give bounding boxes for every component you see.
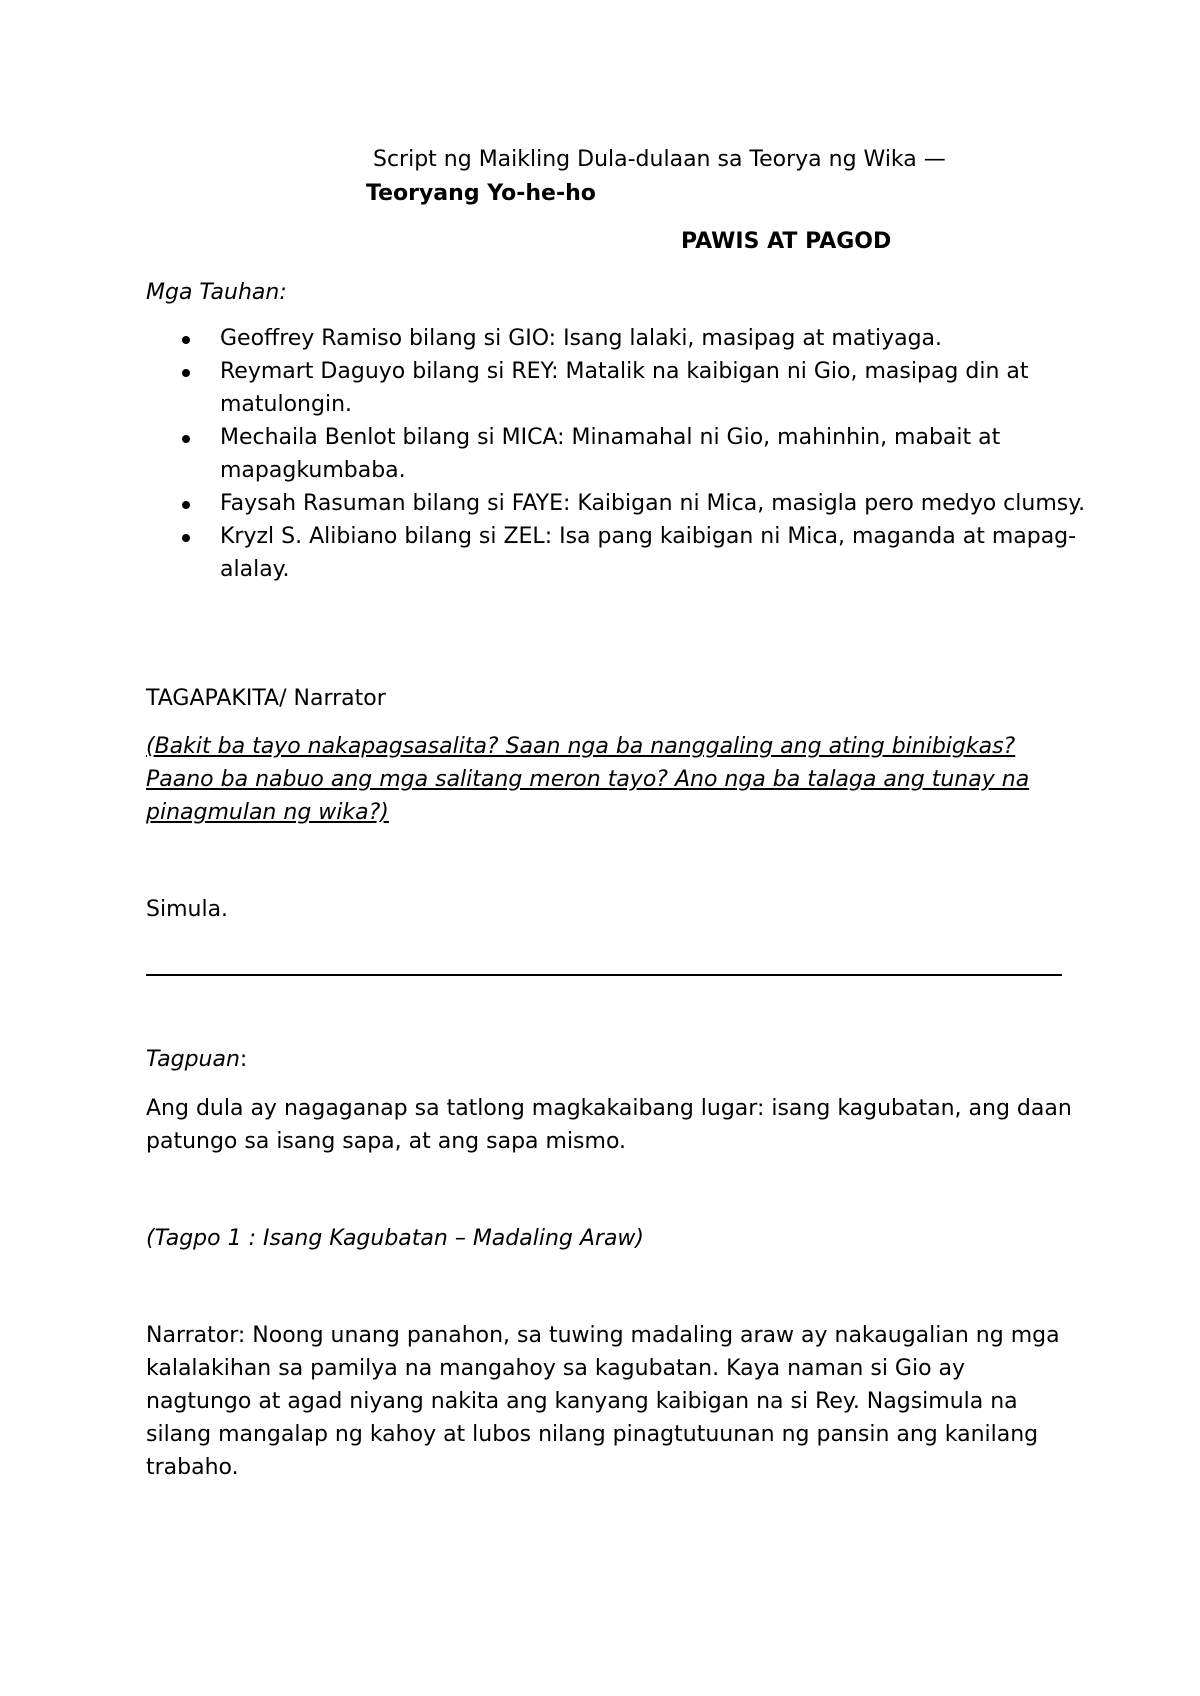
cast-heading: Mga Tauhan:: [146, 280, 287, 305]
script-title: Script ng Maikling Dula-dulaan sa Teorya ng Wika —: [373, 147, 946, 172]
setting-label-colon: :: [239, 1047, 248, 1072]
cast-item-gio: [146, 322, 1086, 355]
scene-1-label: (Tagpo 1 : Isang Kagubatan – Madaling Araw): [146, 1226, 645, 1251]
cast-list: [146, 322, 1086, 586]
theory-subtitle: Teoryang Yo-he-ho: [366, 181, 596, 206]
setting-description: Ang dula ay nagaganap sa tatlong magkakaibang lugar: isang kagubatan, ang daan patungo sa isang sapa, at ang sapa mismo.: [146, 1096, 1072, 1154]
cast-item-text: Reymart Daguyo bilang si REY: Matalik na kaibigan ni Gio, masipag din at matulongin.: [220, 359, 1029, 417]
cast-item-text: Kryzl S. Alibiano bilang si ZEL: Isa pang kaibigan ni Mica, maganda at mapag-alalay.: [220, 524, 1077, 582]
section-divider: [146, 974, 1062, 976]
bullet-icon: [182, 369, 190, 377]
cast-item-text: Faysah Rasuman bilang si FAYE: Kaibigan ni Mica, masigla pero medyo clumsy.: [220, 491, 1086, 516]
narrator-questions: (Bakit ba tayo nakapagsasalita? Saan nga ba nanggaling ang ating binibigkas? Paano ba nabuo ang mga salitang meron tayo? Ano nga ba talaga ang tunay na pinagmulan ng wika?): [146, 734, 1030, 825]
start-label: Simula.: [146, 897, 229, 922]
cast-item-text: Geoffrey Ramiso bilang si GIO: Isang lalaki, masipag at matiyaga.: [220, 326, 943, 351]
scene-1-narration: Narrator: Noong unang panahon, sa tuwing madaling araw ay nakaugalian ng mga kalalakihan sa pamilya na mangahoy sa kagubatan. Kaya naman si Gio ay nagtungo at agad niyang nakita ang kanyang kaibigan na si Rey. Nagsimula na silang mangalap ng kahoy at lubos nilang pinagtutuunan ng pansin ang kanilang trabaho.: [146, 1323, 1060, 1480]
cast-item-zel: [146, 520, 1086, 586]
bullet-icon: [182, 435, 190, 443]
setting-label-text: Tagpuan: [146, 1047, 240, 1072]
narrator-label: TAGAPAKITA/ Narrator: [146, 686, 386, 711]
setting-label: [146, 1043, 247, 1076]
bullet-icon: [182, 336, 190, 344]
play-title: PAWIS AT PAGOD: [681, 229, 892, 254]
cast-item-faye: [146, 487, 1086, 520]
bullet-icon: [182, 534, 190, 542]
cast-item-text: Mechaila Benlot bilang si MICA: Minamahal ni Gio, mahinhin, mabait at mapagkumbaba.: [220, 425, 1001, 483]
cast-item-mica: [146, 421, 1086, 487]
bullet-icon: [182, 501, 190, 509]
cast-item-rey: [146, 355, 1086, 421]
